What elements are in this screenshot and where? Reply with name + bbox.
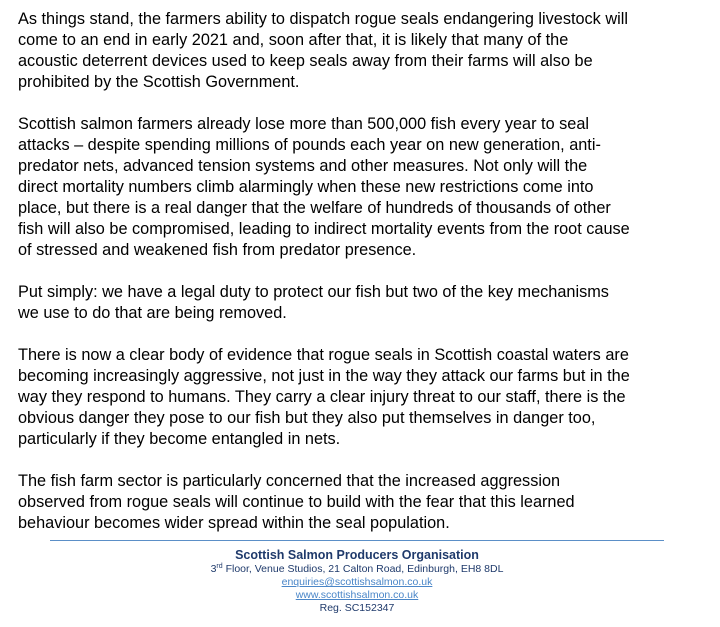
organisation-name: Scottish Salmon Producers Organisation <box>235 548 479 562</box>
paragraph <box>18 114 708 261</box>
website-link[interactable]: www.scottishsalmon.co.uk <box>295 589 419 601</box>
text-line: Put simply: we have a legal duty to protect our fish but two of the key mechanisms <box>18 283 609 301</box>
text-line: way they respond to humans. They carry a clear injury threat to our staff, there is the <box>18 388 626 406</box>
page-footer <box>50 540 664 615</box>
text-line: The fish farm sector is particularly concerned that the increased aggression <box>18 472 561 490</box>
text-line: becoming increasingly aggressive, not just in the way they attack our farms but in the <box>18 367 630 385</box>
address-floor-suffix: rd <box>216 563 223 570</box>
paragraph <box>18 345 708 450</box>
text-line: direct mortality numbers climb alarmingly when these new restrictions come into <box>18 178 594 196</box>
address <box>50 563 664 576</box>
text-line: predator nets, advanced tension systems and other measures. Not only will the <box>18 157 588 175</box>
text-line: As things stand, the farmers ability to dispatch rogue seals endangering livestock will <box>18 10 628 28</box>
document-body <box>18 9 708 555</box>
paragraph <box>18 9 708 93</box>
paragraph <box>18 471 708 534</box>
text-line: obvious danger they pose to our fish but they also put themselves in danger too, <box>18 409 596 427</box>
address-text: Floor, Venue Studios, 21 Calton Road, Edinburgh, EH8 8DL <box>222 563 504 575</box>
text-line: Scottish salmon farmers already lose more than 500,000 fish every year to seal <box>18 115 590 133</box>
text-line: come to an end in early 2021 and, soon after that, it is likely that many of the <box>18 31 569 49</box>
text-line: prohibited by the Scottish Government. <box>18 73 300 91</box>
text-line: we use to do that are being removed. <box>18 304 287 322</box>
registration-number: Reg. SC152347 <box>319 602 395 614</box>
text-line: particularly if they become entangled in nets. <box>18 430 341 448</box>
paragraph <box>18 282 708 324</box>
text-line: attacks – despite spending millions of pounds each year on new generation, anti- <box>18 136 601 154</box>
text-line: of stressed and weakened fish from predator presence. <box>18 241 417 259</box>
text-line: acoustic deterrent devices used to keep seals away from their farms will also be <box>18 52 593 70</box>
text-line: fish will also be compromised, leading to indirect mortality events from the root cause <box>18 220 630 238</box>
text-line: observed from rogue seals will continue to build with the fear that this learned <box>18 493 575 511</box>
text-line: There is now a clear body of evidence that rogue seals in Scottish coastal waters are <box>18 346 629 364</box>
text-line: behaviour becomes wider spread within the seal population. <box>18 514 450 532</box>
text-line: place, but there is a real danger that the welfare of hundreds of thousands of other <box>18 199 611 217</box>
address-floor-number: 3 <box>210 563 217 575</box>
email-link[interactable]: enquiries@scottishsalmon.co.uk <box>281 576 433 588</box>
